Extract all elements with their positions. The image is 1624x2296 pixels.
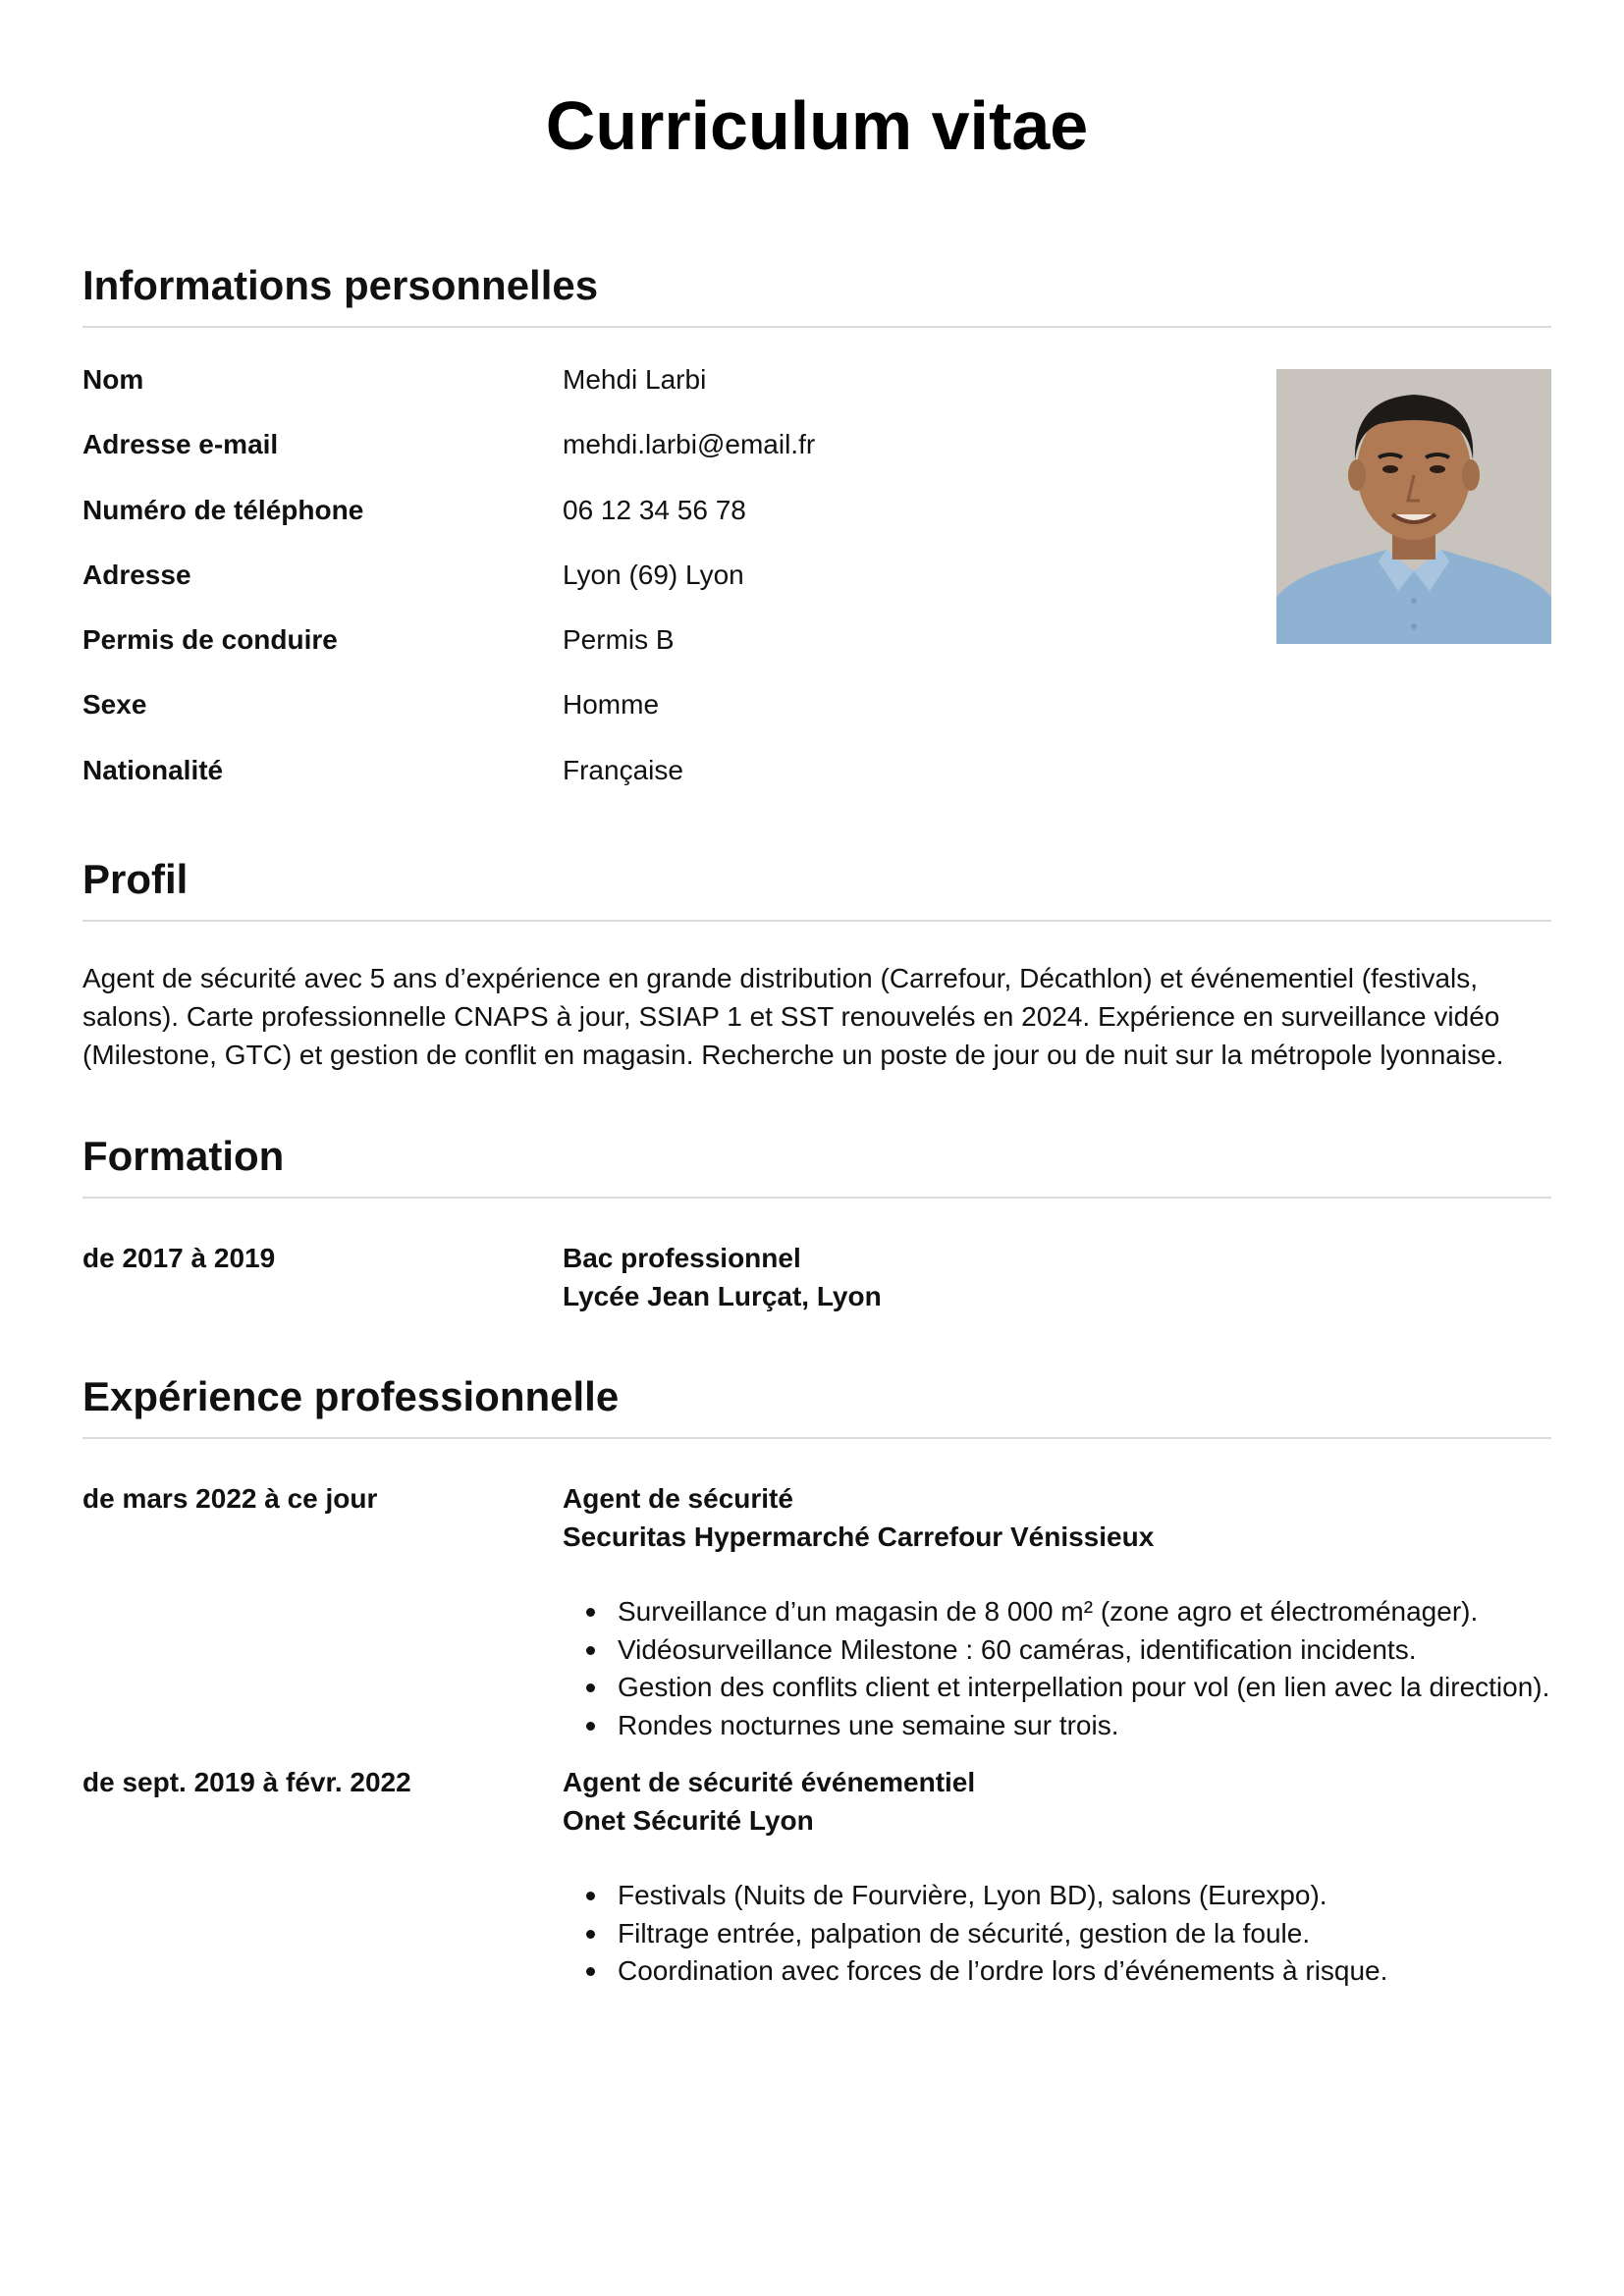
entry-organization: Securitas Hypermarché Carrefour Vénissieux	[563, 1521, 1155, 1552]
info-label: Numéro de téléphone	[82, 494, 364, 525]
experience-section	[82, 1372, 1551, 1991]
info-value: 06 12 34 56 78	[563, 494, 746, 525]
info-value: Homme	[563, 689, 660, 721]
info-row-phone	[82, 494, 1261, 559]
entry-body	[563, 1240, 1551, 1315]
entry-date: de 2017 à 2019	[82, 1243, 276, 1273]
experience-entry	[82, 1480, 1551, 1744]
info-value: mehdi.larbi@email.fr	[563, 429, 816, 460]
info-label: Nom	[82, 364, 144, 395]
entry-body	[563, 1764, 1551, 1991]
list-item: Festivals (Nuits de Fourvière, Lyon BD), salons (Eurexpo).	[563, 1877, 1551, 1915]
info-value: Française	[563, 754, 683, 785]
info-label: Nationalité	[82, 754, 224, 785]
info-label: Adresse e-mail	[82, 429, 279, 460]
info-value: Lyon (69) Lyon	[563, 559, 744, 590]
experience-entry	[82, 1764, 1551, 1991]
duty-list	[563, 1593, 1551, 1744]
info-value: Mehdi Larbi	[563, 364, 707, 395]
entry-title: Agent de sécurité événementiel	[563, 1767, 976, 1797]
info-label: Adresse	[82, 559, 191, 590]
info-row-nationality	[82, 754, 1261, 819]
info-label: Permis de conduire	[82, 624, 338, 656]
personal-info-heading: Informations personnelles	[82, 262, 599, 308]
info-row-license	[82, 623, 1261, 688]
education-entry	[82, 1240, 1551, 1315]
cv-page	[82, 0, 1551, 1986]
info-row-gender	[82, 688, 1261, 753]
list-item: Filtrage entrée, palpation de sécurité, gestion de la foule.	[563, 1915, 1551, 1953]
entry-organization: Onet Sécurité Lyon	[563, 1804, 814, 1836]
info-row-email	[82, 428, 1261, 493]
list-item: Vidéosurveillance Milestone : 60 caméras, identification incidents.	[563, 1631, 1551, 1670]
profile-section	[82, 855, 1551, 1074]
entry-organization: Lycée Jean Lurçat, Lyon	[563, 1280, 882, 1311]
info-label: Sexe	[82, 689, 147, 721]
info-row-address	[82, 559, 1261, 623]
entry-date: de mars 2022 à ce jour	[82, 1483, 378, 1514]
profile-text: Agent de sécurité avec 5 ans d’expérience en grande distribution (Carrefour, Décathlon) et événementiel (festivals, salons). Carte professionnelle CNAPS à jour, SSIAP 1 et SST renouvelés en 2024. Expérience en surveillance vidéo (Milestone, GTC) et gestion de conflit en magasin. Recherche un poste de jour ou de nuit sur la métropole lyonnaise.	[82, 963, 1504, 1070]
entry-date: de sept. 2019 à févr. 2022	[82, 1767, 411, 1797]
person-photo-icon	[1276, 369, 1551, 644]
document-title: Curriculum vitae	[545, 87, 1089, 164]
list-item: Gestion des conflits client et interpellation pour vol (en lien avec la direction).	[563, 1669, 1551, 1707]
info-row-name	[82, 363, 1261, 428]
section-divider	[82, 1437, 1551, 1439]
list-item: Coordination avec forces de l’ordre lors d’événements à risque.	[563, 1952, 1551, 1991]
list-item: Surveillance d’un magasin de 8 000 m² (zone agro et électroménager).	[563, 1593, 1551, 1631]
entry-title: Bac professionnel	[563, 1243, 801, 1273]
personal-info-list	[82, 363, 1261, 819]
section-divider	[82, 326, 1551, 328]
education-section	[82, 1132, 1551, 1315]
profile-photo	[1276, 369, 1551, 644]
personal-info-section	[82, 261, 1551, 785]
duty-list	[563, 1877, 1551, 1991]
entry-title: Agent de sécurité	[563, 1483, 793, 1514]
experience-heading: Expérience professionnelle	[82, 1373, 620, 1419]
education-heading: Formation	[82, 1133, 285, 1179]
section-divider	[82, 1197, 1551, 1199]
list-item: Rondes nocturnes une semaine sur trois.	[563, 1707, 1551, 1745]
entry-body	[563, 1480, 1551, 1744]
profile-heading: Profil	[82, 856, 189, 902]
info-value: Permis B	[563, 624, 675, 656]
section-divider	[82, 920, 1551, 922]
